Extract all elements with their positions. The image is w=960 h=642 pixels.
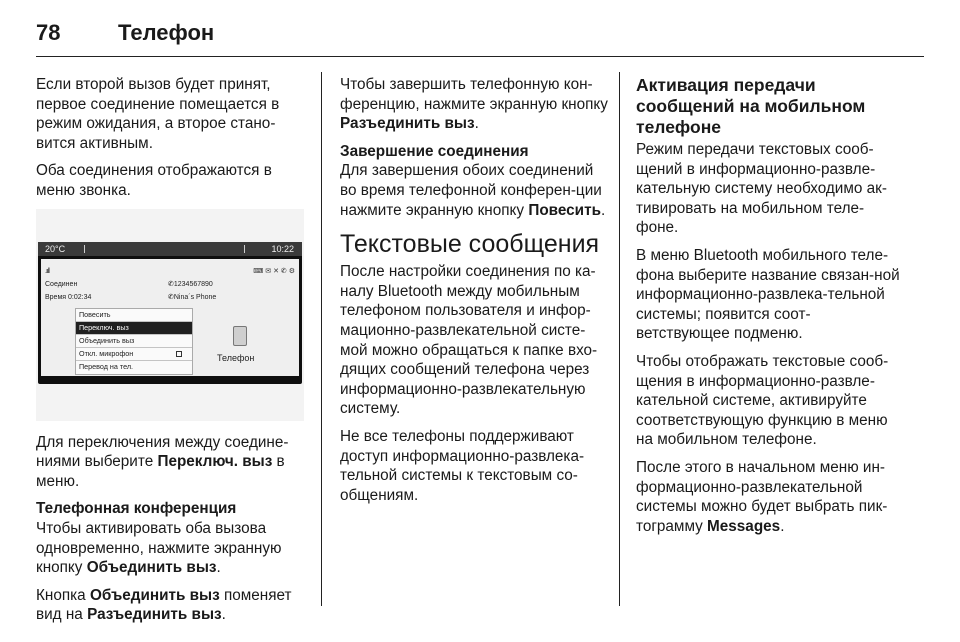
text: поменяет вид на <box>36 586 292 624</box>
call-menu <box>75 308 193 375</box>
ui-term: Повесить <box>528 201 601 219</box>
column-1 <box>36 75 304 633</box>
text: Для завершения обоих соединений во время телефонной конферен-ции нажмите экранную кнопку <box>340 162 602 219</box>
paragraph: В меню Bluetooth мобильного теле-фона выберите название связан-ной информационно-развлека-тельной системы; появится соот-ветствующее подменю. <box>636 246 900 343</box>
clock-readout: 10:22 <box>271 243 294 254</box>
section-heading: Текстовые сообщения <box>340 230 600 259</box>
call-time-label: Время 0:02:34 <box>45 293 92 301</box>
text: . <box>474 115 479 133</box>
header-divider <box>36 56 924 57</box>
page-title: Телефон <box>118 20 215 45</box>
temperature-readout: 20°C <box>45 243 66 254</box>
caller-number-1: ✆1234567890 <box>168 280 213 288</box>
ui-term: Объединить выз <box>89 586 220 604</box>
subheading: Завершение соединения <box>340 142 529 160</box>
menu-item-merge-calls[interactable]: Объединить выз <box>76 335 192 348</box>
page-number: 78 <box>36 20 61 45</box>
ui-term: Разъединить выз <box>87 606 222 624</box>
subheading: Телефонная конференция <box>36 500 237 518</box>
ui-term: Объединить выз <box>86 559 217 577</box>
column-3 <box>636 75 904 544</box>
connected-label: Соединен <box>45 280 78 288</box>
text: Кнопка <box>36 586 90 604</box>
section-heading: Активация передачи сообщений на мобильном телефоне <box>636 75 866 137</box>
paragraph <box>340 75 608 134</box>
phone-label: Телефон <box>217 352 255 363</box>
paragraph: Оба соединения отображаются в меню звонка. <box>36 162 272 199</box>
checkbox-icon[interactable] <box>176 351 182 357</box>
ui-term: Messages <box>707 517 781 535</box>
menu-item-switch-call[interactable]: Переключ. выз <box>76 322 192 335</box>
status-icons: ⌨ ✉ ✕ ✆ ⚙ <box>253 267 295 275</box>
status-row <box>45 262 295 275</box>
text: Чтобы активировать оба вызова одновременно, нажмите экранную кнопку <box>36 519 282 577</box>
paragraph <box>340 161 608 220</box>
paragraph: Режим передачи текстовых сооб-щений в информационно-развле-кательную систему необходимо ак-тивировать на мобильном теле-фоне. <box>636 141 887 237</box>
paragraph <box>636 458 904 536</box>
text: Чтобы завершить телефонную кон-ференцию, нажмите экранную кнопку <box>340 76 608 113</box>
ui-term: Переключ. выз <box>157 453 273 471</box>
paragraph: Если второй вызов будет принят, первое соединение помещается в режим ожидания, а второе стано-вится активным. <box>36 76 280 152</box>
text: . <box>780 517 785 535</box>
paragraph: Не все телефоны поддерживают доступ информационно-развлека-тельной системы к текстовым со-общениям. <box>340 427 585 504</box>
menu-item-label: Откл. микрофон <box>79 348 134 358</box>
text: Для переключения между соедине-ниями выберите <box>36 433 289 471</box>
page-header <box>36 20 214 48</box>
infotainment-screen <box>38 242 302 384</box>
text: . <box>216 559 221 577</box>
paragraph <box>36 519 304 578</box>
column-divider-1 <box>321 72 322 606</box>
text: . <box>221 606 226 624</box>
phone-screen-figure <box>36 209 304 421</box>
column-2 <box>340 75 608 513</box>
caller-number-2: ✆Nina´s Phone <box>168 293 217 301</box>
menu-item-mute-mic[interactable] <box>76 348 192 361</box>
column-divider-2 <box>619 72 620 606</box>
menu-item-transfer[interactable]: Перевод на тел. <box>79 361 134 371</box>
divider <box>84 245 85 253</box>
paragraph: После настройки соединения по ка-налу Bluetooth между мобильным телефоном пользователя и инфор-мационно-развлекательной систе-мой можно обращаться к папке вхо-дящих сообщений телефона через информационно-развлекательную систему. <box>340 263 598 418</box>
paragraph <box>36 433 304 492</box>
text: После этого в начальном меню ин-формационно-развлекательной системы можно будет выбрать пик-тограмму <box>636 458 888 535</box>
screen-top-bar <box>38 242 302 256</box>
call-pane <box>41 259 299 376</box>
paragraph: Чтобы отображать текстовые сооб-щения в информационно-развле-кательной системе, активируйте соответствующую функцию в меню на мобильном телефоне. <box>636 352 889 449</box>
ui-term: Разъединить выз <box>340 115 475 133</box>
text: в меню. <box>36 453 285 490</box>
phone-icon <box>233 326 247 346</box>
text: . <box>600 201 606 219</box>
divider <box>244 245 245 253</box>
signal-strength-icon: .ııll <box>45 267 49 275</box>
menu-item-hang-up[interactable]: Повесить <box>76 309 192 322</box>
paragraph <box>36 586 304 625</box>
